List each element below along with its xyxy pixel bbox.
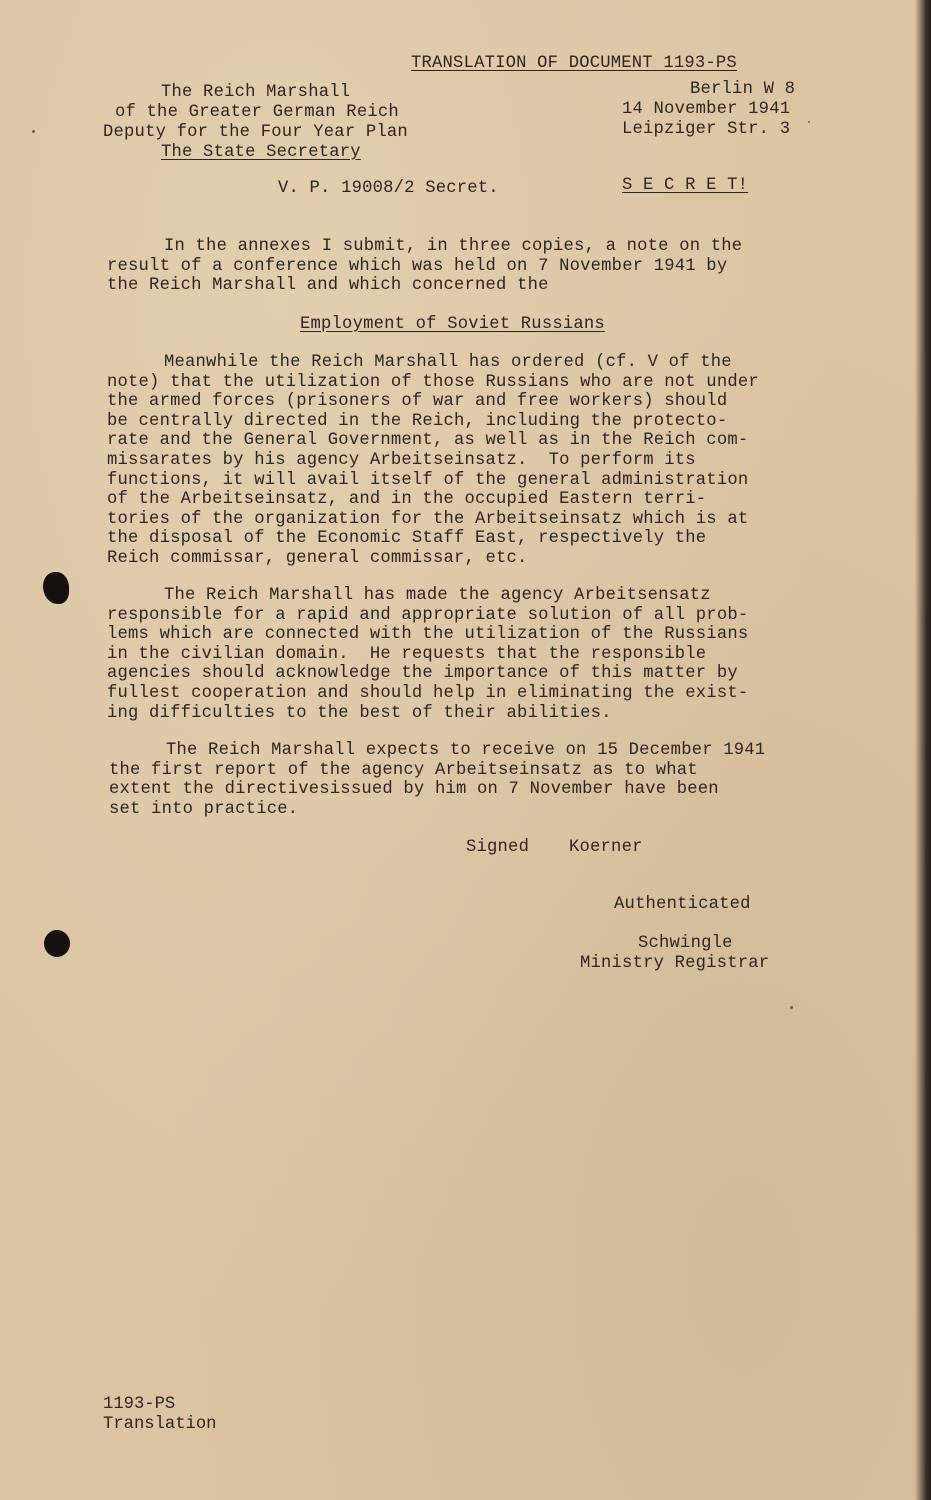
paragraph-line: the first report of the agency Arbeitseinsatz as to what xyxy=(109,760,698,780)
signed-label: Signed xyxy=(466,838,530,857)
paragraph-line: the disposal of the Economic Staff East, respectively the xyxy=(107,529,707,549)
sender-line-1: The Reich Marshall xyxy=(161,83,351,102)
paragraph-line: rate and the General Government, as well as in the Reich com- xyxy=(107,431,749,451)
sender-line-4: The State Secretary xyxy=(161,143,361,162)
paragraph-3 xyxy=(109,741,765,819)
footer-label: Translation xyxy=(103,1415,217,1434)
speck xyxy=(790,1006,793,1009)
punch-hole-bottom xyxy=(44,930,70,957)
paragraph-line: the armed forces (prisoners of war and free workers) should xyxy=(107,392,728,412)
authenticator-title: Ministry Registrar xyxy=(580,954,770,973)
paragraph-line: in the civilian domain. He requests that the responsible xyxy=(107,644,707,664)
paragraph-line: of the Arbeitseinsatz, and in the occupied Eastern terri- xyxy=(107,490,707,510)
classification-label: S E C R E T! xyxy=(622,176,749,195)
paragraph-line: ing difficulties to the best of their abilities. xyxy=(107,703,612,723)
address-street: Leipziger Str. 3 xyxy=(622,120,791,139)
paragraph-2 xyxy=(107,586,748,723)
paragraph-line: agencies should acknowledge the importance of this matter by xyxy=(107,664,738,684)
paragraph-line: Meanwhile the Reich Marshall has ordered (cf. V of the xyxy=(164,353,732,372)
paragraph-line: The Reich Marshall has made the agency Arbeitsensatz xyxy=(164,586,711,605)
paragraph-line: responsible for a rapid and appropriate solution of all prob- xyxy=(107,605,749,625)
translation-title: TRANSLATION OF DOCUMENT 1193-PS xyxy=(411,54,737,73)
intro-paragraph xyxy=(107,237,742,296)
paragraph-line: tories of the organization for the Arbeitseinsatz which is at xyxy=(107,509,749,529)
page-edge-shadow xyxy=(915,0,931,1500)
paragraph-line: functions, it will avail itself of the general administration xyxy=(107,470,749,490)
speck xyxy=(808,121,810,123)
address-city: Berlin W 8 xyxy=(690,80,796,99)
sender-line-2: of the Greater German Reich xyxy=(115,103,399,122)
authenticator-name: Schwingle xyxy=(638,934,733,953)
authenticated-label: Authenticated xyxy=(614,895,751,914)
paragraph-line: missarates by his agency Arbeitseinsatz. To perform its xyxy=(107,450,696,470)
paragraph-line: lems which are connected with the utilization of the Russians xyxy=(107,625,749,645)
punch-hole-top xyxy=(43,572,69,604)
paragraph-line: be centrally directed in the Reich, including the protecto- xyxy=(107,411,728,431)
reference-number: V. P. 19008/2 Secret. xyxy=(278,179,499,198)
footer-doc-number: 1193-PS xyxy=(103,1395,176,1414)
intro-line: the Reich Marshall and which concerned the xyxy=(107,276,549,296)
paragraph-line: The Reich Marshall expects to receive on 15 December 1941 xyxy=(166,741,766,760)
address-date: 14 November 1941 xyxy=(622,100,791,119)
paragraph-line: extent the directivesissued by him on 7 November have been xyxy=(109,780,719,800)
paragraph-line: Reich commissar, general commissar, etc. xyxy=(107,548,528,568)
paragraph-line: note) that the utilization of those Russians who are not under xyxy=(107,372,759,392)
sender-line-3: Deputy for the Four Year Plan xyxy=(103,123,408,142)
paragraph-line: set into practice. xyxy=(109,799,299,819)
speck xyxy=(32,130,35,133)
subject-heading: Employment of Soviet Russians xyxy=(300,315,605,334)
paragraph-line: fullest cooperation and should help in eliminating the exist- xyxy=(107,683,749,703)
signed-name: Koerner xyxy=(569,838,643,857)
intro-line: result of a conference which was held on 7 November 1941 by xyxy=(107,256,728,276)
intro-line: In the annexes I submit, in three copies, a note on the xyxy=(164,237,743,256)
paragraph-1 xyxy=(107,353,759,569)
